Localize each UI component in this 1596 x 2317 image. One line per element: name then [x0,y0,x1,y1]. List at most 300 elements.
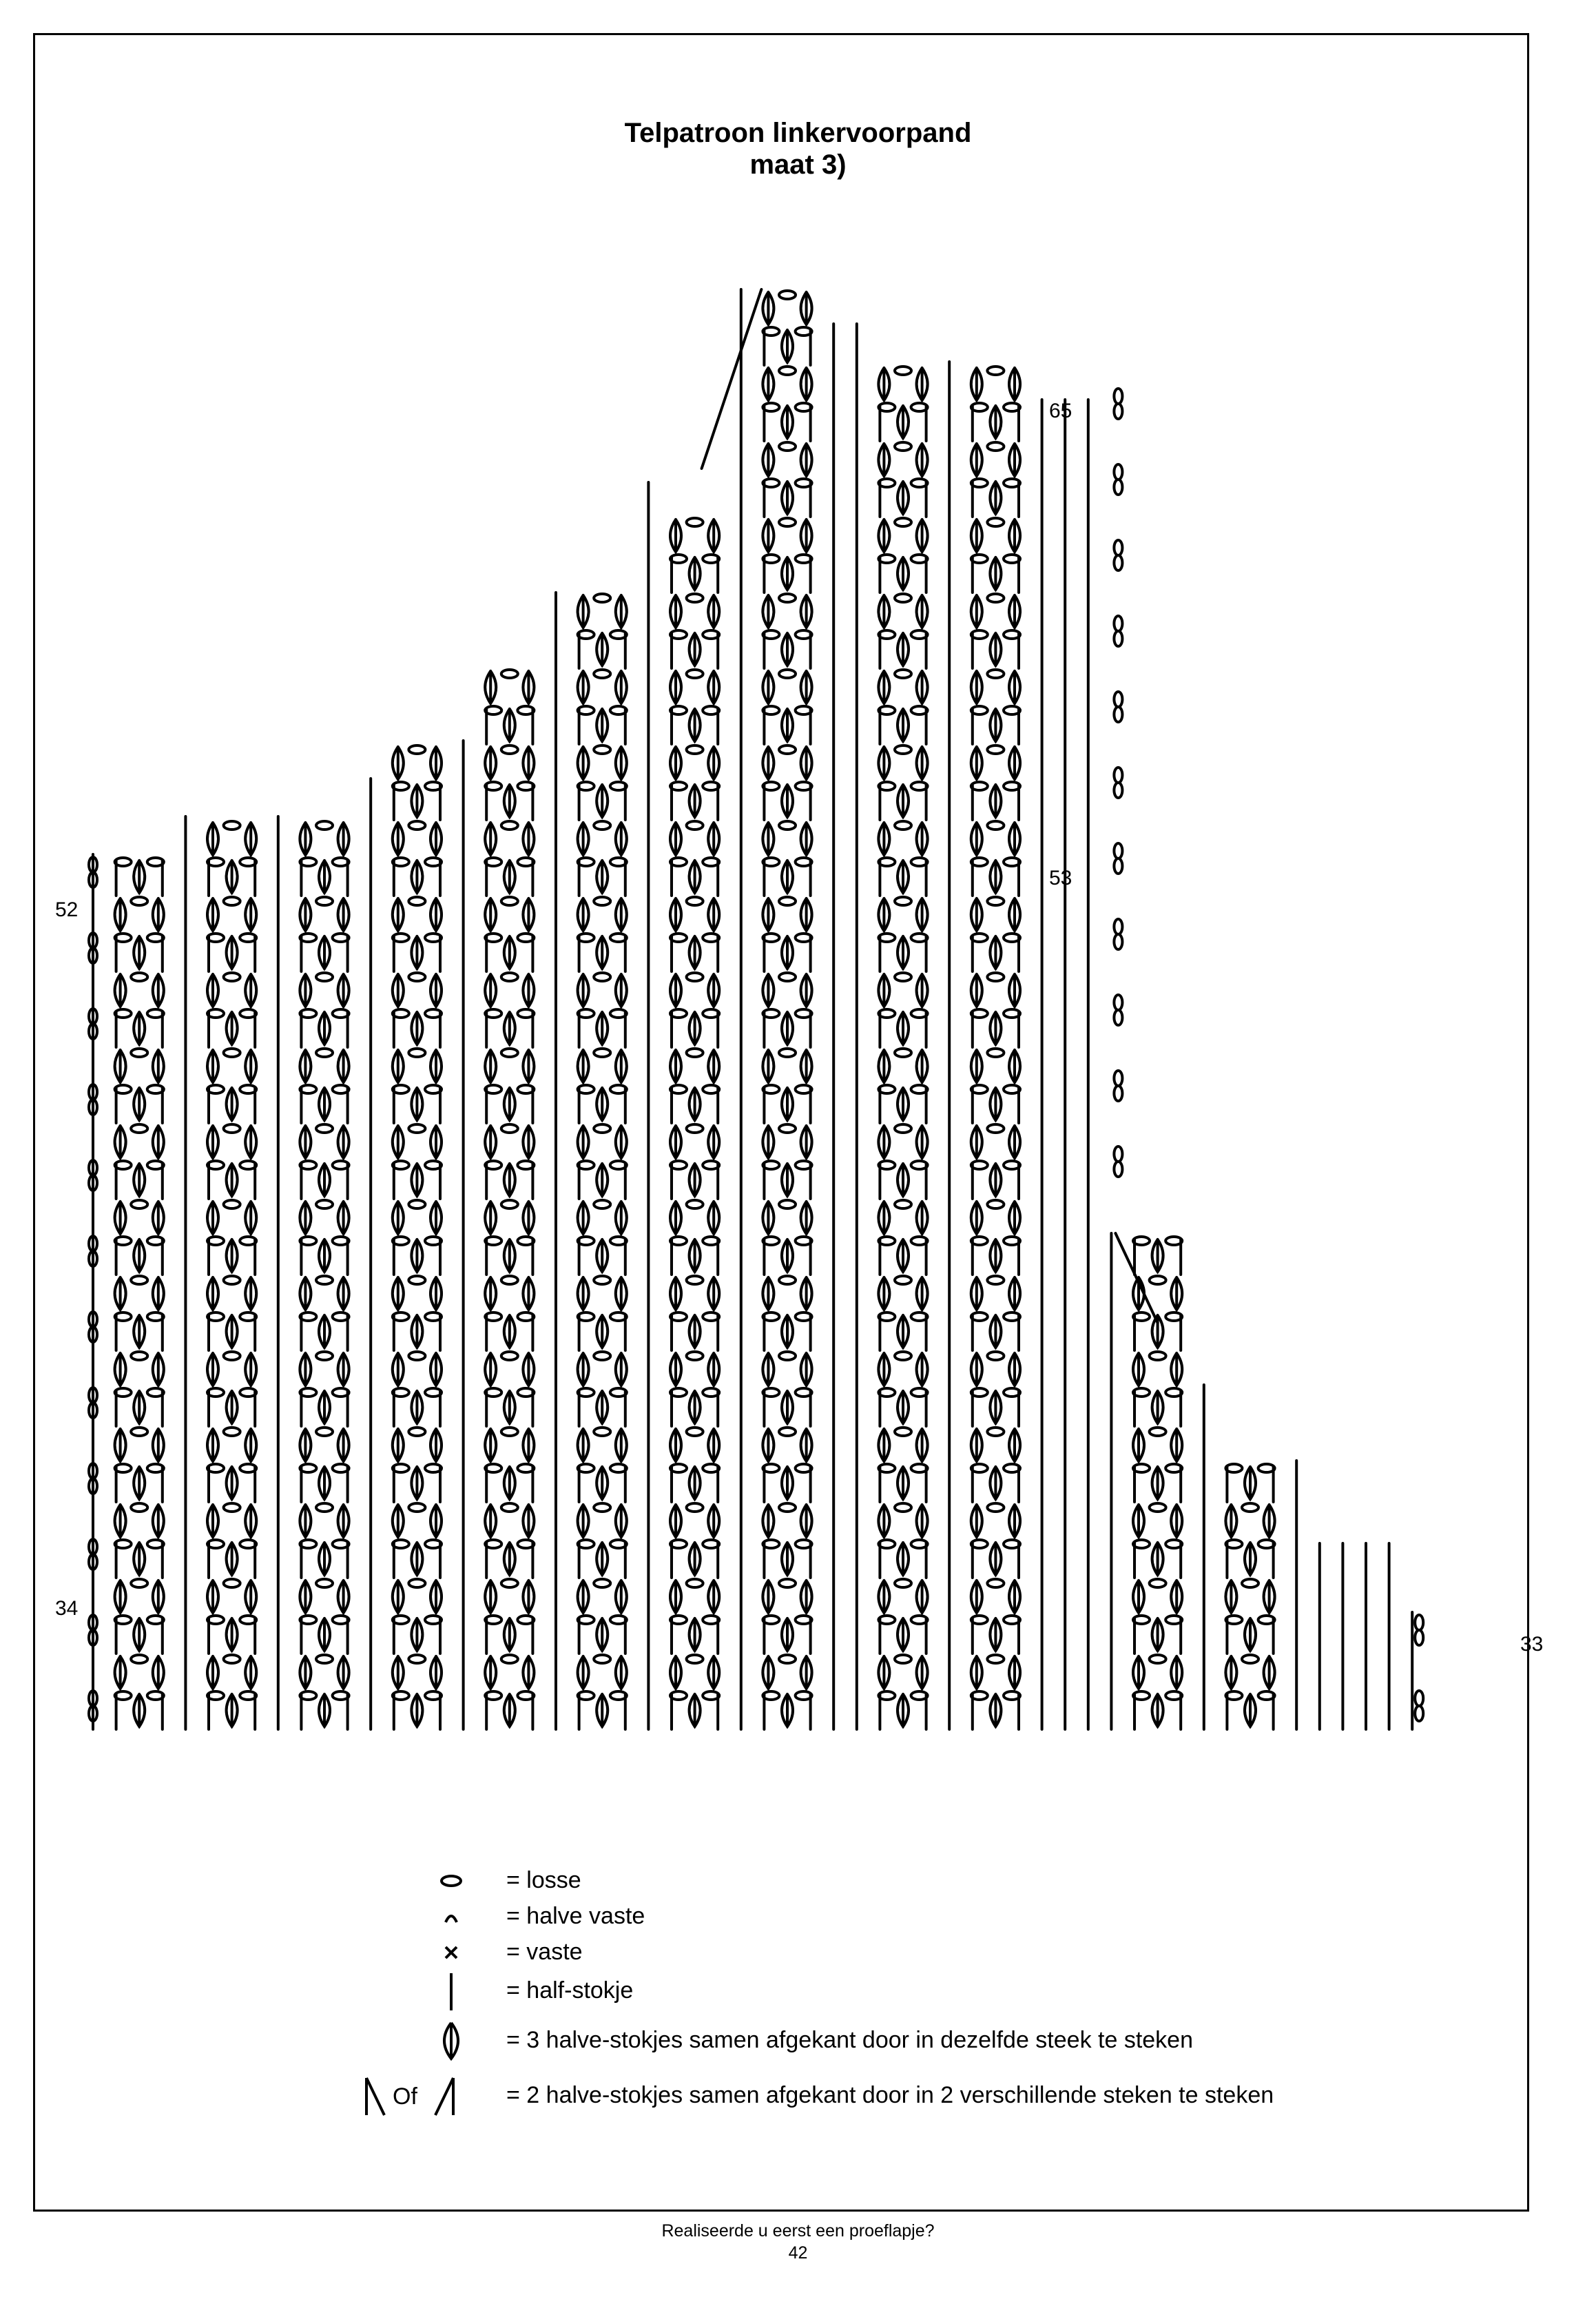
hdc3tog-mark [878,671,889,703]
hdc3tog-mark [431,1580,442,1613]
chain-mark [408,897,425,905]
hdc3tog-mark [319,1467,330,1499]
chain-mark [779,1352,796,1360]
hdc3tog-mark [670,671,681,703]
hdc3tog-mark [578,1505,589,1537]
chain-mark [687,1200,703,1208]
hdc3tog-mark [411,1239,422,1272]
chain-mark [1114,464,1122,480]
hdc3tog-mark [763,898,774,931]
chain-mark [316,1655,333,1663]
hdc3tog-mark [1133,1353,1144,1386]
hdc3tog-mark [990,785,1001,817]
hdc3tog-mark [338,1580,349,1613]
chain-mark [987,745,1004,754]
chain-mark [316,821,333,830]
hdc3tog-mark [134,936,145,969]
hdc3tog-mark [782,785,793,817]
hdc3tog-mark [971,974,982,1007]
chain-mark [131,1655,147,1663]
hdc3tog-mark [616,1580,627,1613]
hdc3tog-mark [763,1429,774,1461]
hdc3tog-mark [338,823,349,855]
chain-mark [594,594,610,602]
hdc3tog-mark [763,1202,774,1234]
chain-mark [1150,1655,1166,1663]
hdc3tog-mark [971,1429,982,1461]
chain-mark [687,518,703,526]
hdc3tog-mark [801,1277,812,1310]
hdc3tog-mark [917,1277,928,1310]
hdc3tog-mark [917,444,928,476]
hdc3tog-mark [670,898,681,931]
chain-mark [987,1124,1004,1133]
chain-mark [987,1579,1004,1587]
hdc3tog-same-stitch-icon [358,2020,468,2061]
hdc3tog-mark [782,1618,793,1651]
hdc3tog-mark [411,1391,422,1423]
hdc3tog-mark [670,1580,681,1613]
chain-mark [987,897,1004,905]
hdc3tog-mark [300,1050,311,1082]
chain-mark [1150,1503,1166,1512]
hdc3tog-mark [393,1202,404,1234]
chain-mark [1114,404,1122,419]
chain-mark [987,442,1004,451]
hdc3tog-mark [207,898,218,931]
chain-mark [687,670,703,678]
hdc3tog-mark [782,709,793,741]
hdc3tog-mark [227,1391,238,1423]
hdc3tog-mark [134,1391,145,1423]
hdc3tog-mark [801,368,812,400]
chain-mark [779,821,796,830]
row-label-33: 33 [1520,1633,1544,1656]
hdc3tog-mark [616,1277,627,1310]
hdc3tog-mark [763,1277,774,1310]
hdc3tog-mark [878,974,889,1007]
chain-mark [594,1276,610,1284]
hdc3tog-mark [153,1505,164,1537]
hdc3tog-mark [917,747,928,779]
chain-mark [687,745,703,754]
hdc3tog-mark [319,1694,330,1727]
hdc3tog-mark [971,823,982,855]
hdc3tog-mark [431,974,442,1007]
hdc3tog-mark [578,1656,589,1689]
hdc3tog-mark [597,785,608,817]
hdc3tog-mark [523,898,534,931]
hdc3tog-mark [990,1315,1001,1348]
chain-icon [358,1860,468,1902]
hdc3tog-mark [245,1202,256,1234]
hdc3tog-mark [670,595,681,628]
hdc3tog-mark [990,557,1001,590]
legend-row-half-double [358,1970,1391,2012]
chain-mark [895,670,911,678]
chain-mark [224,1200,240,1208]
hdc3tog-mark [134,1239,145,1272]
chain-mark [987,1428,1004,1436]
hdc3tog-mark [1009,519,1020,552]
hdc3tog-mark [990,1012,1001,1044]
hdc3tog-mark [523,747,534,779]
hdc3tog-mark [578,1429,589,1461]
chain-mark [501,1276,518,1284]
chain-mark [408,1655,425,1663]
chain-mark [224,1503,240,1512]
hdc3tog-mark [393,1050,404,1082]
hdc3tog-mark [485,1580,496,1613]
hdc3tog-mark [801,595,812,628]
hdc3tog-mark [763,747,774,779]
chain-mark [779,1579,796,1587]
hdc3tog-mark [690,1088,701,1120]
hdc3tog-mark [319,1012,330,1044]
hdc3tog-mark [207,1353,218,1386]
hdc3tog-mark [393,1126,404,1158]
chain-mark [316,1579,333,1587]
hdc3tog-mark [523,974,534,1007]
hdc3tog-mark [115,1277,126,1310]
hdc3tog-mark [782,406,793,438]
chain-mark [895,821,911,830]
hdc3tog-mark [878,444,889,476]
hdc3tog-mark [690,633,701,666]
chain-mark [594,1124,610,1133]
hdc3tog-mark [578,823,589,855]
hdc3tog-mark [338,1353,349,1386]
hdc3tog-mark [708,747,719,779]
hdc3tog-mark [597,1315,608,1348]
hdc3tog-mark [504,785,515,817]
chain-mark [895,1579,911,1587]
hdc3tog-mark [431,1656,442,1689]
hdc3tog-mark [207,974,218,1007]
chain-mark [316,1503,333,1512]
hdc3tog-mark [1009,1580,1020,1613]
chain-mark [1114,555,1122,570]
legend-or-text: Of [393,2083,417,2110]
legend-row-hdc2tog [358,2075,1391,2117]
hdc3tog-mark [971,747,982,779]
hdc3tog-mark [153,1050,164,1082]
legend-label-half-double: = half-stokje [506,1977,634,2004]
hdc3tog-mark [898,1164,909,1196]
hdc3tog-mark [782,482,793,514]
hdc3tog-mark [227,1239,238,1272]
chart-title-line2: maat 3) [749,150,847,180]
chain-mark [1114,707,1122,722]
hdc3tog-mark [227,1467,238,1499]
hdc3tog-mark [578,974,589,1007]
chain-mark [594,1579,610,1587]
hdc3tog-mark [115,898,126,931]
hdc3tog-mark [134,1164,145,1196]
hdc3tog-mark [971,1126,982,1158]
hdc3tog-mark [971,595,982,628]
hdc3tog-mark [917,1353,928,1386]
hdc3tog-mark [153,1429,164,1461]
hdc3tog-mark [971,1580,982,1613]
hdc3tog-mark [393,1580,404,1613]
chain-mark [501,745,518,754]
chain-mark [779,518,796,526]
hdc3tog-mark [227,1694,238,1727]
chain-mark [594,1655,610,1663]
hdc3tog-mark [801,1202,812,1234]
hdc3tog-mark [523,1656,534,1689]
hdc3tog-mark [245,1353,256,1386]
hdc3tog-mark [523,1580,534,1613]
chain-mark [687,1276,703,1284]
legend [358,1860,1391,2136]
chain-mark [131,1200,147,1208]
chain-mark [1114,783,1122,798]
chain-mark [408,1352,425,1360]
hdc3tog-mark [616,1429,627,1461]
hdc3tog-mark [782,1164,793,1196]
hdc3tog-mark [393,898,404,931]
hdc3tog-mark [411,936,422,969]
hdc3tog-mark [578,1353,589,1386]
hdc3tog-mark [782,861,793,893]
hdc3tog-mark [1009,595,1020,628]
hdc3tog-mark [338,1202,349,1234]
hdc3tog-mark [504,1088,515,1120]
hdc3tog-mark [898,936,909,969]
chain-mark [501,1428,518,1436]
hdc3tog-mark [411,1543,422,1575]
hdc3tog-mark [801,747,812,779]
chain-mark [895,367,911,375]
chain-mark [895,594,911,602]
hdc3tog-mark [300,1580,311,1613]
chain-mark [1150,1428,1166,1436]
hdc3tog-mark [115,1050,126,1082]
chain-mark [1114,1162,1122,1177]
chain-mark [501,1049,518,1057]
hdc3tog-mark [597,633,608,666]
hdc3tog-mark [878,1656,889,1689]
hdc3tog-mark [763,1580,774,1613]
hdc3tog-mark [504,1164,515,1196]
chain-mark [224,1655,240,1663]
chain-mark [687,1352,703,1360]
hdc3tog-mark [801,1429,812,1461]
hdc3tog-mark [153,1277,164,1310]
chain-mark [1114,540,1122,555]
hdc3tog-mark [898,1315,909,1348]
hdc3tog-mark [578,1050,589,1082]
hdc3tog-mark [207,1126,218,1158]
chain-mark [224,897,240,905]
hdc3tog-mark [227,1012,238,1044]
hdc3tog-mark [319,1164,330,1196]
hdc3tog-mark [971,519,982,552]
hdc3tog-mark [597,1239,608,1272]
hdc3tog-mark [763,1050,774,1082]
chain-mark [316,1200,333,1208]
chain-mark [895,1124,911,1133]
legend-label-hdc2tog: = 2 halve-stokjes samen afgekant door in 2 verschillende steken te steken [506,2082,1274,2108]
hdc3tog-mark [708,595,719,628]
hdc3tog-mark [801,1505,812,1537]
hdc3tog-mark [338,898,349,931]
hdc3tog-mark [245,1505,256,1537]
hdc3tog-mark [319,1618,330,1651]
chart-title-line1: Telpatroon linkervoorpand [624,118,972,148]
hdc3tog-mark [763,368,774,400]
chain-mark [895,1428,911,1436]
hdc3tog-mark [207,1202,218,1234]
hdc3tog-mark [597,1618,608,1651]
hdc3tog-mark [801,974,812,1007]
hdc3tog-mark [616,1202,627,1234]
chain-mark [316,973,333,981]
hdc3tog-mark [708,1656,719,1689]
hdc3tog-mark [578,595,589,628]
hdc3tog-mark [782,330,793,362]
chain-mark [779,1200,796,1208]
hdc3tog-mark [115,1126,126,1158]
chain-mark [1415,1615,1423,1630]
chain-mark [779,897,796,905]
hdc3tog-mark [801,1580,812,1613]
hdc3tog-mark [393,1277,404,1310]
hdc3tog-mark [917,1580,928,1613]
chain-mark [501,1352,518,1360]
hdc3tog-mark [690,1315,701,1348]
hdc3tog-mark [485,1505,496,1537]
chain-mark [408,1124,425,1133]
hdc3tog-mark [670,1429,681,1461]
chain-mark [1114,1010,1122,1025]
hdc3tog-mark [504,1391,515,1423]
hdc3tog-mark [300,1353,311,1386]
chain-mark [1114,1086,1122,1101]
hdc3tog-mark [411,1467,422,1499]
page-footer [0,2220,1596,2264]
hdc3tog-mark [300,974,311,1007]
hdc3tog-mark [134,1467,145,1499]
hdc3tog-mark [917,1505,928,1537]
hdc3tog-mark [411,1012,422,1044]
hdc3tog-mark [153,1202,164,1234]
chain-mark [1114,1071,1122,1086]
chain-mark [987,1352,1004,1360]
hdc3tog-mark [878,1202,889,1234]
hdc3tog-mark [485,1277,496,1310]
hdc3tog-mark [338,1126,349,1158]
hdc3tog-mark [523,823,534,855]
hdc3tog-mark [207,1429,218,1461]
hdc3tog-mark [971,368,982,400]
hdc3tog-mark [245,823,256,855]
chain-mark [594,897,610,905]
hdc3tog-mark [801,519,812,552]
chain-mark [687,594,703,602]
chain-mark [779,1124,796,1133]
chain-mark [316,1276,333,1284]
hdc3tog-mark [597,1543,608,1575]
chain-mark [408,1428,425,1436]
hdc3tog-mark [504,861,515,893]
legend-row-slip-stitch [358,1896,1391,1937]
chain-mark [1242,1503,1258,1512]
hdc3tog-mark [878,823,889,855]
hdc3tog-mark [878,1580,889,1613]
chain-mark [131,1503,147,1512]
chain-mark [987,1200,1004,1208]
hdc3tog-mark [1171,1353,1182,1386]
half-double-crochet-icon [358,1970,468,2012]
hdc3tog-mark [504,1315,515,1348]
hdc3tog-mark [431,1202,442,1234]
chain-mark [1150,1579,1166,1587]
hdc3tog-mark [690,1618,701,1651]
hdc3tog-mark [616,1050,627,1082]
hdc2tog-icon [351,2075,475,2117]
hdc3tog-mark [207,1050,218,1082]
hdc3tog-mark [597,936,608,969]
hdc3tog-mark [431,747,442,779]
hdc3tog-mark [134,1694,145,1727]
hdc3tog-mark [690,861,701,893]
chain-mark [687,973,703,981]
hdc3tog-mark [917,1429,928,1461]
hdc3tog-mark [616,1126,627,1158]
chain-mark [316,897,333,905]
hdc3tog-mark [431,823,442,855]
hdc3tog-mark [504,1239,515,1272]
hdc3tog-mark [431,1429,442,1461]
chain-mark [316,1352,333,1360]
hdc3tog-mark [898,1239,909,1272]
hdc3tog-mark [1009,1656,1020,1689]
chain-mark [501,1200,518,1208]
chain-mark [594,1049,610,1057]
hdc3tog-mark [878,519,889,552]
hdc3tog-mark [1133,1656,1144,1689]
chain-mark [779,1276,796,1284]
hdc3tog-mark [338,1429,349,1461]
chain-mark [1114,1146,1122,1162]
legend-row-hdc3tog [358,2020,1391,2061]
chain-mark [895,1276,911,1284]
chain-mark [1114,843,1122,858]
hdc3tog-mark [1171,1580,1182,1613]
chain-mark [895,1503,911,1512]
hdc3tog-mark [1152,1239,1163,1272]
hdc3tog-mark [300,1202,311,1234]
hdc3tog-mark [153,974,164,1007]
hdc3tog-mark [690,1543,701,1575]
hdc3tog-mark [115,974,126,1007]
chain-mark [1114,616,1122,631]
hdc3tog-mark [878,747,889,779]
hdc3tog-mark [1171,1505,1182,1537]
chain-mark [1415,1706,1423,1721]
hdc3tog-mark [1264,1505,1275,1537]
hdc3tog-mark [1009,368,1020,400]
hdc3tog-mark [801,823,812,855]
row-label-52: 52 [55,898,79,921]
hdc3tog-mark [245,1050,256,1082]
hdc3tog-mark [504,1543,515,1575]
hdc3tog-mark [393,974,404,1007]
hdc3tog-mark [319,1315,330,1348]
